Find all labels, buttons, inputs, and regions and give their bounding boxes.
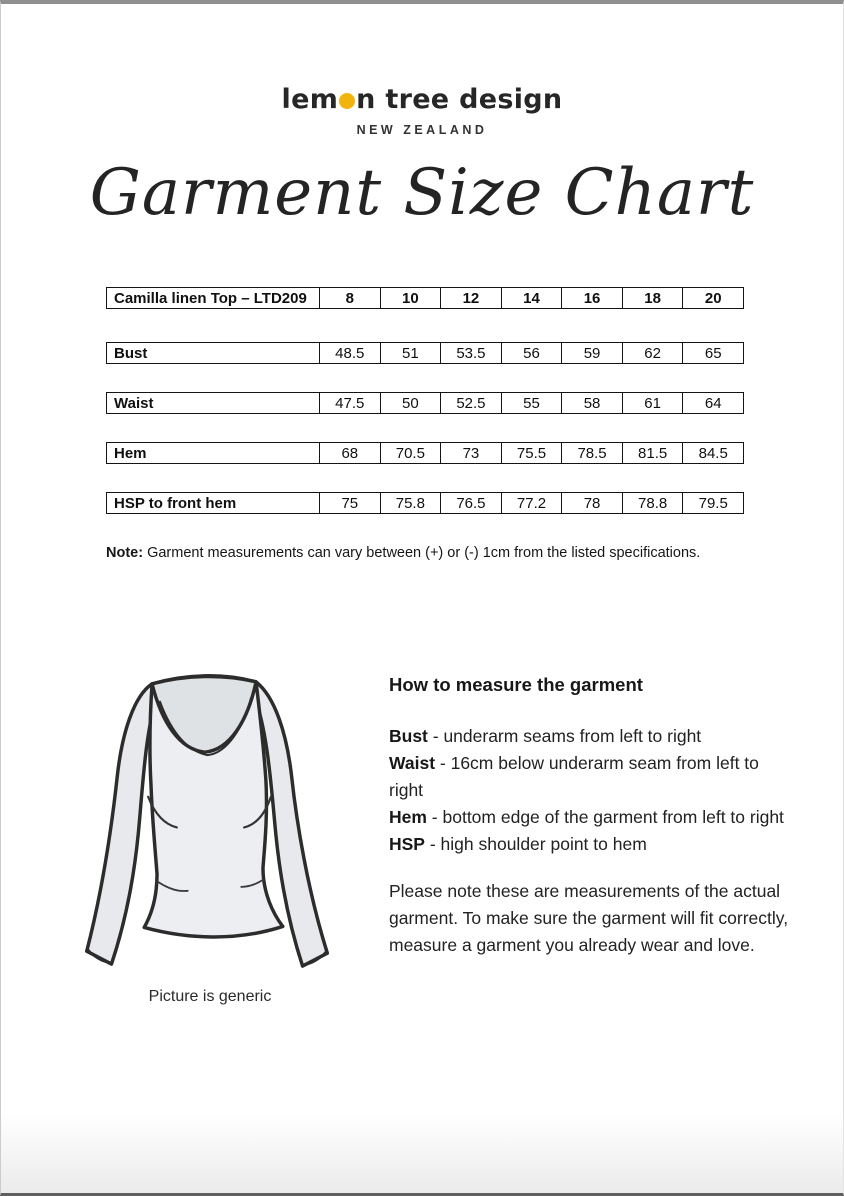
size-table-header-row [106,287,744,309]
product-name-cell: Camilla linen Top – LTD209 [114,289,307,307]
size-header-cell: 14 [501,288,562,308]
measurement-cell: 79.5 [682,493,743,513]
brand-text-after: n tree design [356,84,563,115]
page-title: Garment Size Chart [89,156,755,230]
measurement-cell: 52.5 [440,393,501,413]
table-row-hem [106,442,744,464]
measurement-cell: 59 [561,343,622,363]
measurement-cell: 73 [440,443,501,463]
size-header-cell: 8 [319,288,380,308]
measurement-cell: 47.5 [319,393,380,413]
measurement-cell: 78.8 [622,493,683,513]
size-header-cell: 18 [622,288,683,308]
definition-term: HSP [389,834,425,854]
note-text: Garment measurements can vary between (+) or (-) 1cm from the listed specifications. [143,545,701,561]
garment-illustration [77,670,343,972]
size-header-cell: 10 [380,288,441,308]
definition-hem [389,804,789,831]
measurement-disclaimer: Please note these are measurements of the actual garment. To make sure the garment will fit correctly, measure a garment you already wear and love. [389,881,789,955]
definition-desc: - bottom edge of the garment from left to right [426,807,784,827]
figure-caption: Picture is generic [148,988,272,1005]
measurement-cell: 75.5 [501,443,562,463]
measurement-cell: 84.5 [682,443,743,463]
size-header-cell: 16 [561,288,622,308]
measurement-cell: 78 [561,493,622,513]
definition-bust [389,723,789,750]
size-header-cell: 12 [440,288,501,308]
definition-hsp [389,831,789,858]
measurement-cell: 76.5 [440,493,501,513]
table-row-bust [106,342,744,364]
measurement-cell: 48.5 [319,343,380,363]
row-label-cell: HSP to front hem [114,494,237,512]
table-row-hsp [106,492,744,514]
measurement-cell: 68 [319,443,380,463]
lower-section [61,664,809,1006]
brand-text-before: lem [281,84,339,115]
measurement-cell: 53.5 [440,343,501,363]
measurement-cell: 78.5 [561,443,622,463]
definition-desc: - underarm seams from left to right [427,726,702,746]
tolerance-note [106,545,746,561]
definition-term: Hem [389,807,427,827]
note-label: Note: [106,545,144,561]
size-header-cell: 20 [682,288,743,308]
measurement-cell: 75.8 [380,493,441,513]
definition-desc: - 16cm below underarm seam from left to right [389,753,759,800]
measurement-cell: 64 [682,393,743,413]
definition-waist [389,750,789,804]
measurement-cell: 55 [501,393,562,413]
measurement-cell: 56 [501,343,562,363]
how-to-heading: How to measure the garment [389,674,643,695]
measurement-cell: 50 [380,393,441,413]
brand-logo [1,84,843,115]
lemon-dot-icon [339,93,355,109]
row-label-cell: Hem [114,444,147,462]
definition-desc: - high shoulder point to hem [424,834,647,854]
definition-term: Waist [389,753,436,773]
measurement-cell: 51 [380,343,441,363]
row-label-cell: Bust [114,344,148,362]
table-row-waist [106,392,744,414]
measurement-cell: 77.2 [501,493,562,513]
measurement-cell: 62 [622,343,683,363]
measurement-cell: 70.5 [380,443,441,463]
row-label-cell: Waist [114,394,154,412]
size-table [106,287,744,542]
measurement-cell: 65 [682,343,743,363]
garment-figure-column [61,664,389,1006]
measurement-cell: 75 [319,493,380,513]
brand-subtext: NEW ZEALAND [356,123,488,137]
definition-term: Bust [389,726,428,746]
how-to-measure-column [389,664,789,1006]
measurement-cell: 81.5 [622,443,683,463]
measurement-cell: 58 [561,393,622,413]
measurement-cell: 61 [622,393,683,413]
